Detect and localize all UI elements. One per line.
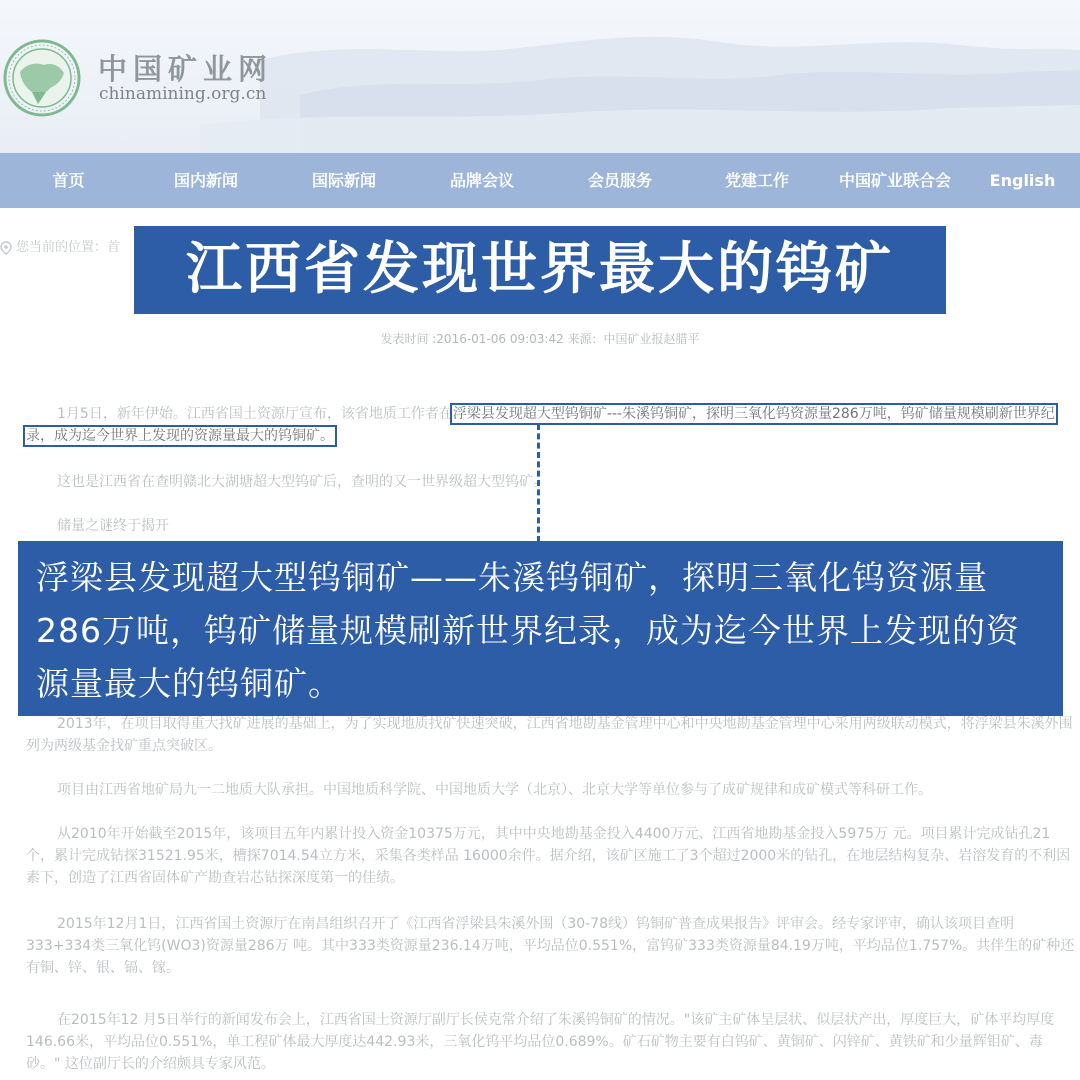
article-paragraph-7: 在2015年12 月5日举行的新闻发布会上，江西省国土资源厅副厅长侯克常介绍了朱溪钨铜矿的情况。"该矿主矿体呈层状、似层状产出，厚度巨大，矿体平均厚度146.66米，平均品位0.551%，单工程矿体最大厚度达442.93米，三氧化钨平均品位0.689%。矿石矿物主要有白钨矿、黄铜矿、闪锌矿、黄铁矿和少量辉钼矿、毒砂。" 这位副厅长的介绍颇具专家风范。 <box>26 1012 1055 1072</box>
paragraph-1-lead: 1月5日，新年伊始。江西省国土资源厅宣布，该省地质工作者在 <box>57 406 453 422</box>
headline-overlay: 江西省发现世界最大的钨矿 <box>134 226 946 314</box>
nav-member-services[interactable]: 会员服务 <box>587 171 652 190</box>
nav-international-news[interactable]: 国际新闻 <box>311 171 376 190</box>
quote-callout: 浮梁县发现超大型钨铜矿——朱溪钨铜矿，探明三氧化钨资源量286万吨，钨矿储量规模刷新世界纪录，成为迄今世界上发现的资源量最大的钨铜矿。 <box>18 541 1063 716</box>
article-subheading: 储量之谜终于揭开 <box>57 518 169 534</box>
nav-domestic-news[interactable]: 国内新闻 <box>173 171 238 190</box>
article-paragraph-6: 2015年12月1日，江西省国土资源厅在南昌组织召开了《江西省浮梁县朱溪外围（30-78线）钨铜矿普查成果报告》评审会。经专家评审，确认该项目查明333+334类三氧化钨(WO3)资源量286万 吨。其中333类资源量236.14万吨，平均品位0.551%，富钨矿333类资源量84.19万吨，平均品位1.757%。共伴生的矿种还有铜、锌、银、镉、镓。 <box>26 916 1075 976</box>
article-meta: 发表时间 :2016-01-06 09:03:42 来源：中国矿业报赵腊平 <box>380 332 700 346</box>
callout-connector <box>537 424 540 542</box>
article-paragraph-5: 从2010年开始截至2015年，该项目五年内累计投入资金10375万元，其中中央地勘基金投入4400万元、江西省地勘基金投入5975万 元。项目累计完成钻孔21个，累计完成钻探31521.95米，槽探7014.54立方米，采集各类样品 16000余件。据介绍，该矿区施工了3个超过2000米的钻孔，在地层结构复杂、岩溶发育的不利因素下，创造了江西省固体矿产勘查岩芯钻探深度第一的佳绩。 <box>26 826 1071 886</box>
highlighted-sentence: 浮梁县发现超大型钨铜矿---朱溪钨铜矿，探明三氧化钨资源量286万吨，钨矿储量规模刷新世界纪录，成为迄今世界上发现的资源量最大的钨铜矿。 <box>26 406 1055 444</box>
article-paragraph-4: 项目由江西省地矿局九一二地质大队承担。中国地质科学院、中国地质大学（北京）、北京大学等单位参与了成矿规律和成矿模式等科研工作。 <box>57 782 932 798</box>
article-paragraph-1 <box>26 403 1076 447</box>
globe-map-icon[interactable] <box>2 38 82 118</box>
site-header <box>0 0 1080 153</box>
article-paragraph-2: 这也是江西省在查明赣北大湖塘超大型钨矿后，查明的又一世界级超大型钨矿。 <box>57 474 547 490</box>
site-name[interactable]: 中国矿业网 <box>98 52 274 86</box>
nav-english[interactable]: English <box>989 171 1056 190</box>
location-pin-icon <box>0 241 12 255</box>
breadcrumb <box>0 236 120 256</box>
site-domain[interactable]: chinamining.org.cn <box>99 84 267 104</box>
nav-brand-conference[interactable]: 品牌会议 <box>449 171 514 190</box>
main-nav <box>0 153 1080 208</box>
nav-party-work[interactable]: 党建工作 <box>724 171 789 190</box>
breadcrumb-home-link[interactable]: 首 <box>107 240 121 255</box>
nav-mining-association[interactable]: 中国矿业联合会 <box>838 171 951 190</box>
nav-home[interactable]: 首页 <box>52 171 85 190</box>
breadcrumb-label: 您当前的位置： <box>16 240 108 255</box>
article-paragraph-3: 2013年，在项目取得重大找矿进展的基础上，为了实现地质找矿快速突破，江西省地勘基金管理中心和中央地勘基金管理中心采用两级联动模式，将浮梁县朱溪外围列为两级基金找矿重点突破区。 <box>26 716 1073 754</box>
